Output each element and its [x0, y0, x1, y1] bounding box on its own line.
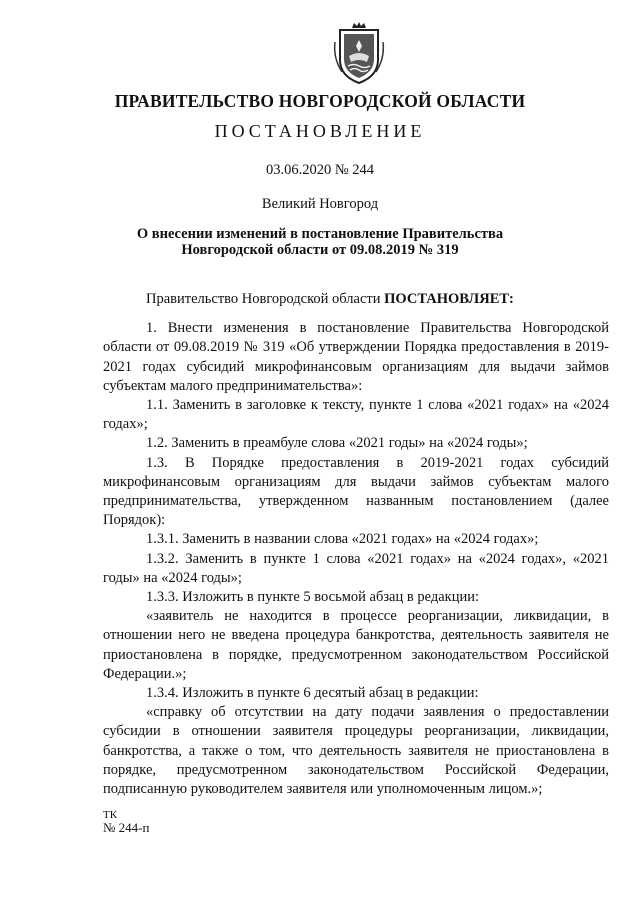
paragraph-1-3-1: 1.3.1. Заменить в названии слова «2021 годах» на «2024 годах»; — [146, 531, 539, 548]
quote-certificate: «справку об отсутствии на дату подачи заявления о предоставлении субсидии в отношении заявителя процедуры реорганизации, ликвидации, банкротства, а также о том, что деятельность заявителя не приостановлена в порядке, предусмотренном законодательством Российской Федерации, подписанную руководителем заявителя или уполномоченным лицом.»; — [103, 704, 609, 798]
paragraph-1: 1. Внести изменения в постановление Правительства Новгородской области от 09.08.2019 № 319 «Об утверждении Порядка предоставления в 2019-2021 годах субсидий микрофинансовым организациям для выдачи займов субъектам малого предпринимательства»: — [103, 320, 609, 394]
document-body — [103, 290, 609, 799]
government-title: ПРАВИТЕЛЬСТВО НОВГОРОДСКОЙ ОБЛАСТИ — [114, 91, 526, 111]
document-subject: О внесении изменений в постановление Правительства Новгородской области от 09.08.2019 № 319 — [136, 226, 504, 258]
coat-of-arms-icon — [332, 22, 386, 86]
quote-applicant: «заявитель не находится в процессе реорганизации, ликвидации, в отношении него не введена процедура банкротства, деятельность заявителя не приостановлена в порядке, предусмотренном законодательством Российской Федерации.»; — [103, 608, 609, 682]
footer-doc-number: № 244-п — [103, 820, 150, 835]
date-number: 03.06.2020 № 244 — [265, 162, 375, 178]
paragraph-1-3: 1.3. В Порядке предоставления в 2019-2021 годах субсидий микрофинансовым организациям для выдачи займов субъектам малого предпринимательства, утвержденном названным постановлением (далее Порядок): — [103, 454, 609, 529]
intro-paragraph — [103, 290, 609, 309]
city: Великий Новгород — [261, 196, 379, 212]
paragraph-1-3-3: 1.3.3. Изложить в пункте 5 восьмой абзац в редакции: — [146, 589, 480, 606]
paragraph-1-3-2: 1.3.2. Заменить в пункте 1 слова «2021 годах» на «2024 годах», «2021 годы» на «2024 годы»; — [103, 550, 609, 586]
document-type: ПОСТАНОВЛЕНИЕ — [214, 121, 426, 141]
paragraph-1-2: 1.2. Заменить в преамбуле слова «2021 годы» на «2024 годы»; — [146, 435, 528, 452]
paragraph-1-3-4: 1.3.4. Изложить в пункте 6 десятый абзац в редакции: — [146, 685, 479, 702]
intro-text: Правительство Новгородской области — [146, 291, 385, 307]
paragraph-1-1: 1.1. Заменить в заголовке к тексту, пункте 1 слова «2021 годах» на «2024 годах»; — [103, 397, 609, 433]
footer-initials: ТК — [103, 809, 118, 821]
intro-keyword: ПОСТАНОВЛЯЕТ: — [384, 291, 514, 307]
